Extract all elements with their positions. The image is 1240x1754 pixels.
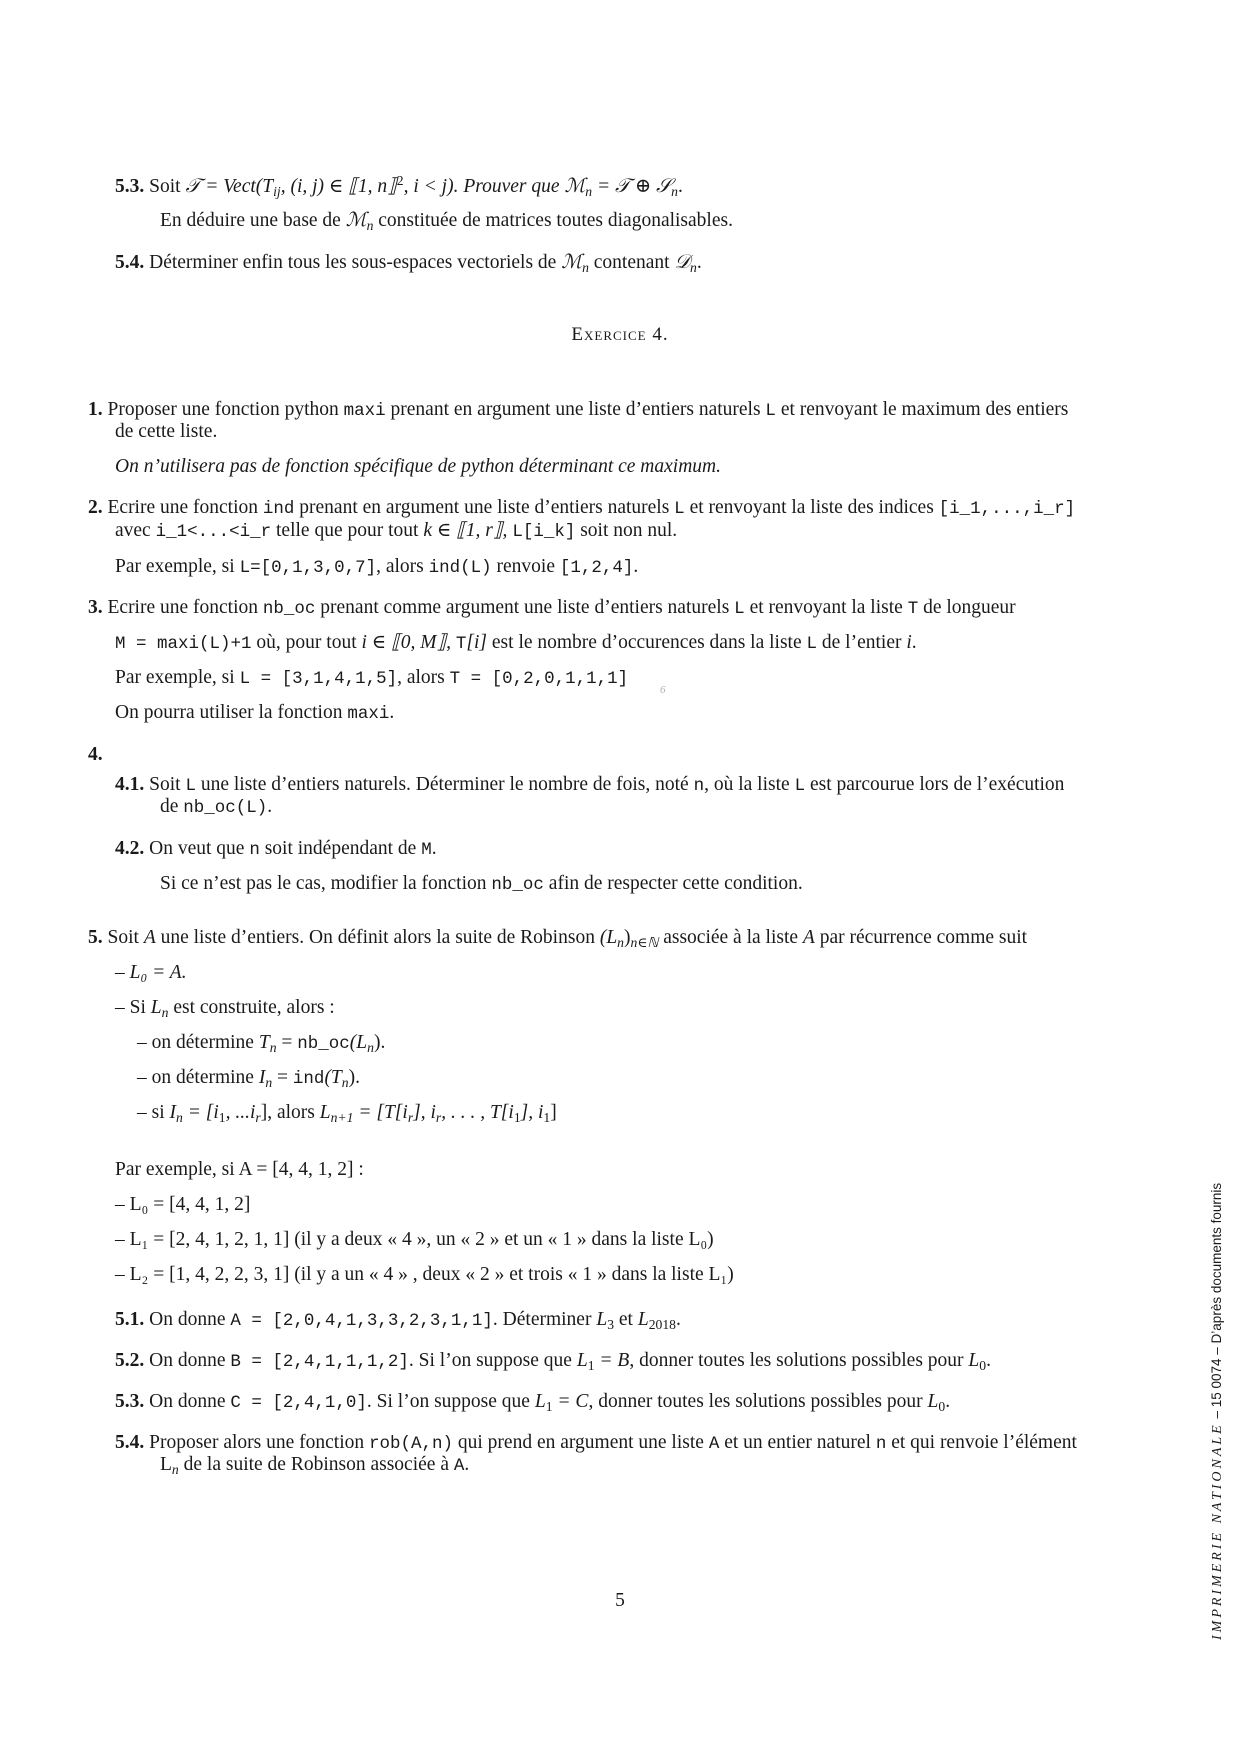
page-number: 5 [615,1590,625,1611]
question-5-3-previous: 5.3. Soit 𝒯 = $Vect(T_{ij}$, (i, j) ∈ ⟦1, n⟧$^2$, i < j). Prouver que ℳ$_n$ = 𝒯 ⊕ 𝒮$_n$. [115,173,683,200]
question-5-4-cont: $L_n$ de la suite de Robinson associée à A. [160,1454,470,1478]
rule-l0: – L₀ = A. [115,962,187,983]
question-3-cont: M = maxi(L)+1 où, pour tout i ∈ ⟦0, M⟧, T[i] est le nombre d’occurences dans la liste L de l’entier i. [115,632,917,654]
question-5-4-previous: 5.4. Déterminer enfin tous les sous-espaces vectoriels de ℳ$_n$ contenant 𝒟$_n$. [115,250,702,276]
question-4-1: 4.1. Soit L une liste d’entiers naturels. Déterminer le nombre de fois, noté n, où la liste L est parcourue lors de l’exécution [115,774,1065,796]
question-4-2: 4.2. On veut que n soit indépendant de M. [115,838,437,860]
rule-in: – on détermine $I_n = ind(T_n)$. [137,1067,360,1091]
question-1: 1. Proposer une fonction python maxi prenant en argument une liste d’entiers naturels L et renvoyant le maximum des entiers [88,399,1069,421]
question-5-2: 5.2. On donne B = [2,4,1,1,1,2]. Si l’on suppose que $L_1 = B$, donner toutes les solutions possibles pour $L_0$. [115,1350,991,1374]
rule-next: – si $I_n = [i_1$, $...i_r$], alors $L_{n+1} = [T[i_r]$, $i_r$, . . . , $T[i_1]$, $i_1$] [137,1102,557,1126]
question-5-1: 5.1. On donne A = [2,0,4,1,3,3,2,3,1,1]. Déterminer $L_3$ et $L_{2018}$. [115,1309,681,1333]
question-1-cont: de cette liste. [115,421,218,442]
rule-construction: – Si $L_n$ est construite, alors : [115,997,335,1021]
question-2-example: Par exemple, si L=[0,1,3,0,7], alors ind(L) renvoie [1,2,4]. [115,556,639,578]
stray-mark: 6 [660,684,666,696]
question-3-hint: On pourra utiliser la fonction maxi. [115,702,395,724]
question-1-note: On n’utilisera pas de fonction spécifique de python déterminant ce maximum. [115,456,722,477]
example-l1: – L₁ = [2, 4, 1, 2, 1, 1] (il y a deux « 4 », un « 2 » et un « 1 » dans la liste L₀) [115,1229,714,1250]
question-2-cont: avec i_1<...<i_r telle que pour tout k ∈ ⟦1, r⟧, L[i_k] soit non nul. [115,520,678,542]
question-5-3-deduce: En déduire une base de ℳ$_n$ constituée de matrices toutes diagonalisables. [160,208,733,234]
example-intro: Par exemple, si A = [4, 4, 1, 2] : [115,1159,364,1180]
question-5: 5. Soit A une liste d’entiers. On définit alors la suite de Robinson $(L_n)_{n\in ℕ}$ associée à la liste A par récurrence comme suit [88,927,1028,951]
question-5-3: 5.3. On donne C = [2,4,1,0]. Si l’on suppose que $L_1 = C$, donner toutes les solutions possibles pour $L_0$. [115,1391,951,1415]
question-4-2-cont: Si ce n’est pas le cas, modifier la fonction nb_oc afin de respecter cette condition. [160,873,803,895]
question-3-example: Par exemple, si L = [3,1,4,1,5], alors T = [0,2,0,1,1,1] [115,667,629,689]
rule-tn: – on détermine $T_n$ = $nb\_oc(L_n)$. [137,1032,386,1056]
question-3: 3. Ecrire une fonction nb_oc prenant comme argument une liste d’entiers naturels L et renvoyant la liste T de longueur [88,597,1016,619]
example-l2: – L₂ = [1, 4, 2, 2, 3, 1] (il y a un « 4 » , deux « 2 » et trois « 1 » dans la liste L₁) [115,1264,734,1285]
printer-credit: IMPRIMERIE NATIONALE – 15 0074 – D’après documents fournis [1209,1182,1225,1640]
question-4-number: 4. [88,744,103,765]
exercise-title: Exercice 4. [571,324,669,345]
question-2: 2. Ecrire une fonction ind prenant en argument une liste d’entiers naturels L et renvoyant la liste des indices [i_1,...,i_r] [88,497,1076,519]
example-l0: – L₀ = [4, 4, 1, 2] [115,1194,251,1215]
question-5-4: 5.4. Proposer alors une fonction rob(A,n) qui prend en argument une liste A et un entier naturel n et qui renvoie l’élément [115,1432,1077,1454]
question-4-1-cont: de nb_oc(L). [160,796,273,818]
